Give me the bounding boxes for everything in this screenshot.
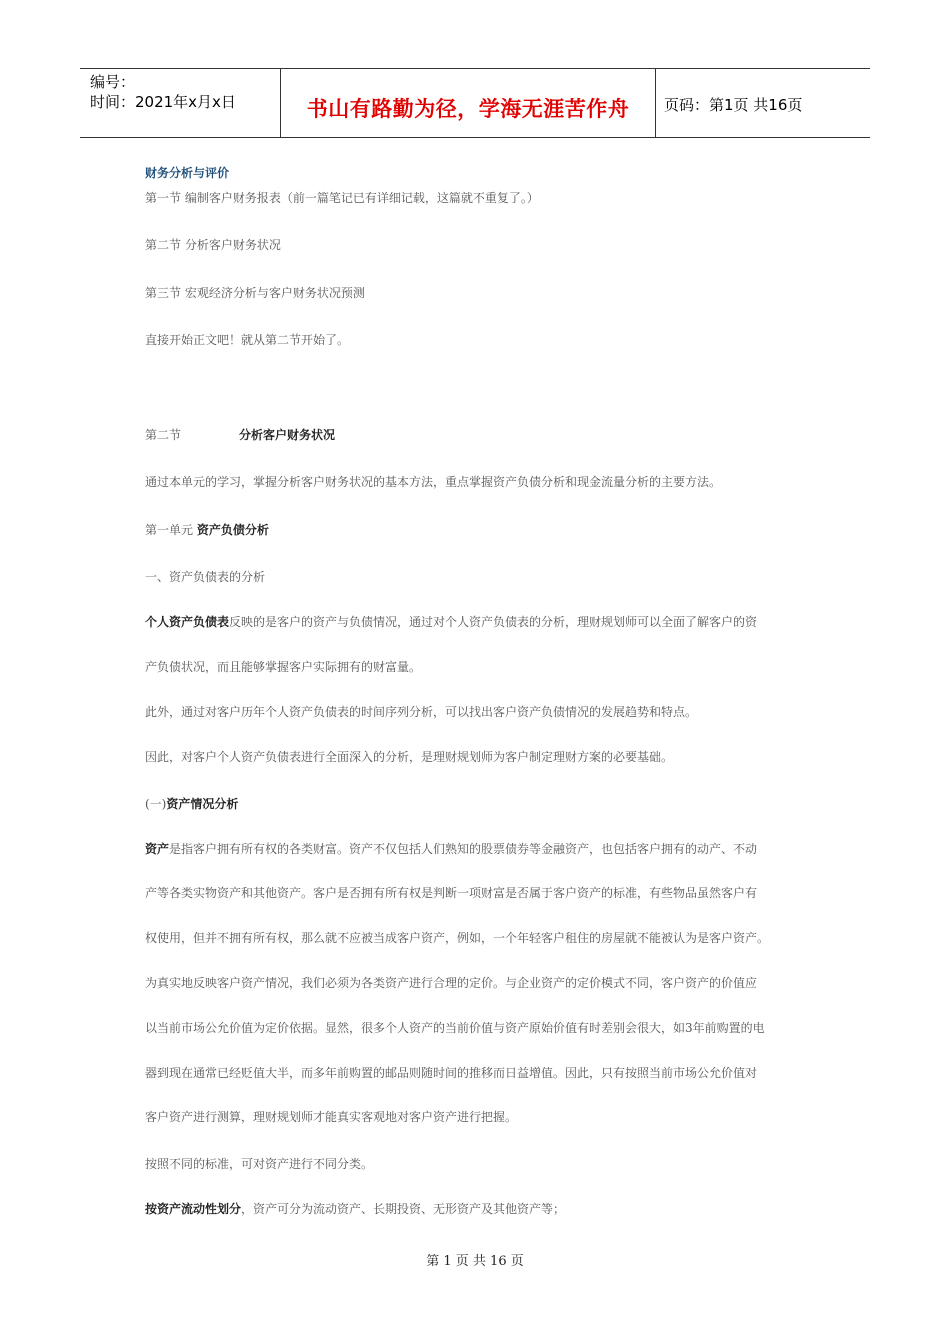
toc-line-3: 第三节 宏观经济分析与客户财务状况预测 — [145, 286, 365, 300]
paragraph-4-line: 客户资产进行测算，理财规划师才能真实客观地对客户资产进行把握。 — [145, 1110, 518, 1124]
p4-bold: 资产 — [145, 842, 170, 856]
unit-heading — [145, 521, 269, 538]
paragraph-6 — [145, 1200, 565, 1217]
paragraph-3: 因此，对客户个人资产负债表进行全面深入的分析，是理财规划师为客户制定理财方案的必要基础。 — [145, 750, 674, 764]
page-footer: 第 1 页 共 16 页 — [426, 1254, 524, 1269]
doc-title: 财务分析与评价 — [145, 166, 230, 180]
unit-label: 第一单元 — [145, 523, 194, 537]
time-label: 时间：2021年x月x日 — [90, 93, 236, 111]
paragraph-4-line: 以当前市场公允价值为定价依据。显然，很多个人资产的当前价值与资产原始价值有时差别会很大，如3年前购置的电 — [145, 1021, 765, 1035]
paragraph-5: 按照不同的标准，可对资产进行不同分类。 — [145, 1157, 374, 1171]
header-table — [80, 68, 870, 138]
paragraph-1-line-2: 产负债状况，而且能够掌握客户实际拥有的财富量。 — [145, 660, 422, 674]
sub2-prefix: (一) — [145, 797, 167, 811]
paragraph-2: 此外，通过对客户历年个人资产负债表的时间序列分析，可以找出客户资产负债情况的发展趋势和特点。 — [145, 705, 698, 719]
section-label: 第二节 — [145, 428, 182, 442]
sub2-title: 资产情况分析 — [166, 797, 239, 811]
paragraph-4-line: 权使用，但并不拥有所有权，那么就不应被当成客户资产，例如，一个年轻客户租住的房屋就不能被认为是客户资产。 — [145, 931, 770, 945]
intro-line: 直接开始正文吧！就从第二节开始了。 — [145, 333, 350, 347]
section-title: 分析客户财务状况 — [239, 428, 336, 442]
page-info: 页码：第1页 共16页 — [664, 96, 803, 114]
header-info-cell — [80, 69, 281, 137]
header-motto-cell — [281, 69, 656, 137]
section-heading — [145, 426, 335, 443]
p6-rest: ，资产可分为流动资产、长期投资、无形资产及其他资产等； — [241, 1202, 566, 1216]
number-label: 编号： — [90, 73, 136, 91]
paragraph-4-line: 器到现在通常已经贬值大半，而多年前购置的邮品则随时间的推移而日益增值。因此，只有按照当前市场公允价值对 — [145, 1066, 758, 1080]
paragraph-1 — [145, 613, 757, 630]
subheading-2 — [145, 795, 238, 812]
paragraph-4 — [145, 840, 757, 857]
toc-line-2: 第二节 分析客户财务状况 — [145, 238, 281, 252]
header-page-cell — [656, 69, 870, 137]
p1-bold: 个人资产负债表 — [145, 615, 230, 629]
section-intro: 通过本单元的学习，掌握分析客户财务状况的基本方法，重点掌握资产负债分析和现金流量分析的主要方法。 — [145, 475, 722, 489]
p1-rest: 反映的是客户的资产与负债情况，通过对个人资产负债表的分析，理财规划师可以全面了解客户的资 — [229, 615, 758, 629]
subheading-1: 一、资产负债表的分析 — [145, 570, 266, 584]
p4-rest: 是指客户拥有所有权的各类财富。资产不仅包括人们熟知的股票债券等金融资产，也包括客户拥有的动产、不动 — [169, 842, 758, 856]
motto: 书山有路勤为径，学海无涯苦作舟 — [306, 97, 630, 121]
p6-bold: 按资产流动性划分 — [145, 1202, 242, 1216]
toc-line-1: 第一节 编制客户财务报表（前一篇笔记已有详细记载，这篇就不重复了。） — [145, 191, 539, 205]
unit-title: 资产负债分析 — [196, 523, 269, 537]
paragraph-4-line: 为真实地反映客户资产情况，我们必须为各类资产进行合理的定价。与企业资产的定价模式不同，客户资产的价值应 — [145, 976, 758, 990]
paragraph-4-line: 产等各类实物资产和其他资产。客户是否拥有所有权是判断一项财富是否属于客户资产的标准，有些物品虽然客户有 — [145, 886, 758, 900]
